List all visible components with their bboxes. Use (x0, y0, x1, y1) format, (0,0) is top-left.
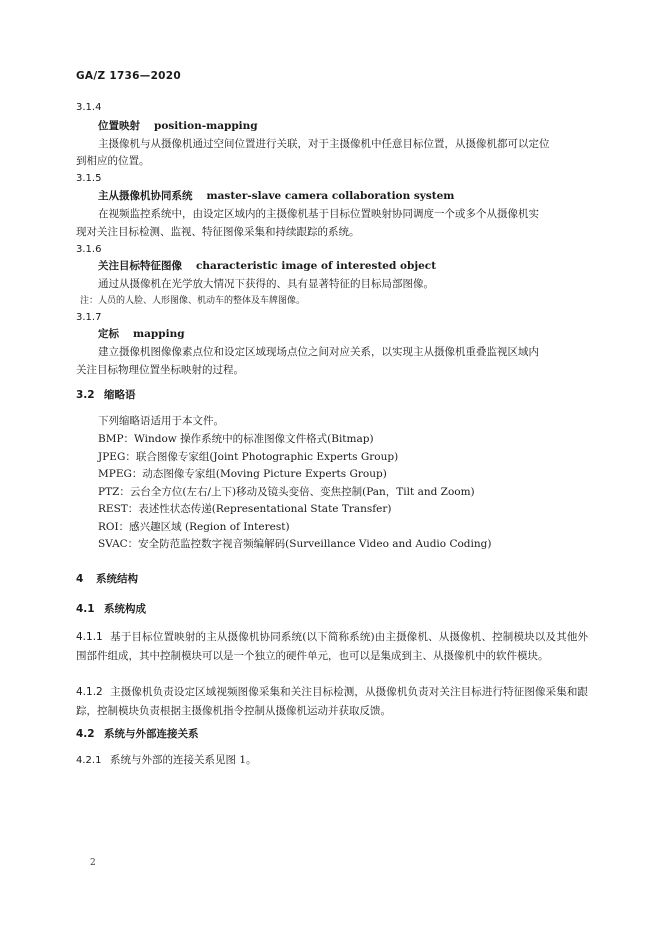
clause-number: 4.1.2 (76, 686, 103, 698)
term-chinese: 位置映射 (98, 120, 140, 132)
abbreviations-intro: 下列缩略语适用于本文件。 (98, 415, 224, 427)
abbreviation-item: JPEG：联合图像专家组(Joint Photographic Experts Group) (98, 451, 399, 463)
section-number: 4 (76, 573, 84, 585)
section-title: 缩略语 (104, 389, 136, 401)
section-4-heading (76, 573, 138, 586)
abbreviation-item: SVAC：安全防范监控数字视音频编解码(Surveillance Video and Audio Coding) (98, 538, 492, 550)
clause-number: 4.1.1 (76, 631, 103, 643)
clause-3-1-4-definition-line-2: 到相应的位置。 (76, 155, 150, 167)
abbreviation-item: ROI：感兴趣区域 (Region of Interest) (98, 521, 290, 533)
section-number: 4.2 (76, 728, 95, 740)
section-4-1-heading (76, 603, 146, 616)
clause-3-1-5-definition-line-1: 在视频监控系统中，由设定区域内的主摄像机基于目标位置映射协同调度一个或多个从摄像机实 (98, 208, 539, 220)
clause-3-1-7-number: 3.1.7 (76, 312, 102, 323)
term-english: characteristic image of interested object (196, 260, 437, 272)
clause-3-1-7-term (98, 328, 185, 341)
term-english: mapping (133, 328, 185, 340)
clause-3-1-5-definition-line-2: 现对关注目标检测、监视、特征图像采集和持续跟踪的系统。 (76, 226, 360, 238)
abbreviation-item: REST：表述性状态传递(Representational State Transfer) (98, 503, 392, 515)
section-title: 系统结构 (96, 573, 138, 585)
clause-3-1-6-number: 3.1.6 (76, 244, 102, 255)
page-number: 2 (90, 858, 96, 868)
abbreviation-item: BMP：Window 操作系统中的标准图像文件格式(Bitmap) (98, 433, 374, 445)
clause-4-1-2-paragraph (76, 683, 588, 721)
clause-3-1-4-term (98, 120, 258, 133)
clause-3-1-5-term (98, 190, 454, 203)
section-title: 系统构成 (104, 603, 146, 615)
clause-3-1-4-definition-line-1: 主摄像机与从摄像机通过空间位置进行关联，对于主摄像机中任意目标位置，从摄像机都可以定位 (98, 138, 550, 150)
clause-text: 主摄像机负责设定区域视频图像采集和关注目标检测，从摄像机负责对关注目标进行特征图像采集和跟踪，控制模块负责根据主摄像机指令控制从摄像机运动并获取反馈。 (76, 686, 588, 717)
clause-3-1-7-definition-line-2: 关注目标物理位置坐标映射的过程。 (76, 364, 244, 376)
clause-number: 4.2.1 (76, 755, 102, 766)
section-number: 4.1 (76, 603, 95, 615)
term-chinese: 关注目标特征图像 (98, 260, 182, 272)
term-english: position-mapping (154, 120, 258, 132)
standard-number-header: GA/Z 1736—2020 (76, 70, 181, 82)
section-3-2-heading (76, 389, 136, 402)
section-4-2-heading (76, 728, 199, 741)
clause-text: 基于目标位置映射的主从摄像机协同系统(以下简称系统)由主摄像机、从摄像机、控制模块以及其他外围部件组成，其中控制模块可以是一个独立的硬件单元，也可以是集成到主、从摄像机中的软件模块。 (76, 631, 588, 662)
clause-3-1-4-number: 3.1.4 (76, 102, 102, 113)
clause-text: 系统与外部的连接关系见图 1。 (110, 754, 257, 766)
abbreviation-item: PTZ：云台全方位(左右/上下)移动及镜头变倍、变焦控制(Pan，Tilt and Zoom) (98, 486, 475, 498)
clause-4-1-1-paragraph (76, 628, 588, 666)
section-title: 系统与外部连接关系 (104, 728, 199, 740)
clause-3-1-5-number: 3.1.5 (76, 173, 102, 184)
section-number: 3.2 (76, 389, 95, 401)
term-english: master-slave camera collaboration system (206, 190, 455, 202)
clause-4-2-1-paragraph (76, 754, 257, 767)
clause-3-1-6-definition-line-1: 通过从摄像机在光学放大情况下获得的、具有显著特征的目标局部图像。 (98, 278, 434, 290)
term-chinese: 主从摄像机协同系统 (98, 190, 193, 202)
clause-3-1-7-definition-line-1: 建立摄像机图像像素点位和设定区域现场点位之间对应关系，以实现主从摄像机重叠监视区域内 (98, 346, 539, 358)
abbreviation-item: MPEG：动态图像专家组(Moving Picture Experts Group) (98, 468, 387, 480)
clause-3-1-6-term (98, 260, 436, 273)
term-chinese: 定标 (98, 328, 119, 340)
clause-3-1-6-note: 注：人员的人脸、人形图像、机动车的整体及车牌图像。 (80, 296, 306, 306)
